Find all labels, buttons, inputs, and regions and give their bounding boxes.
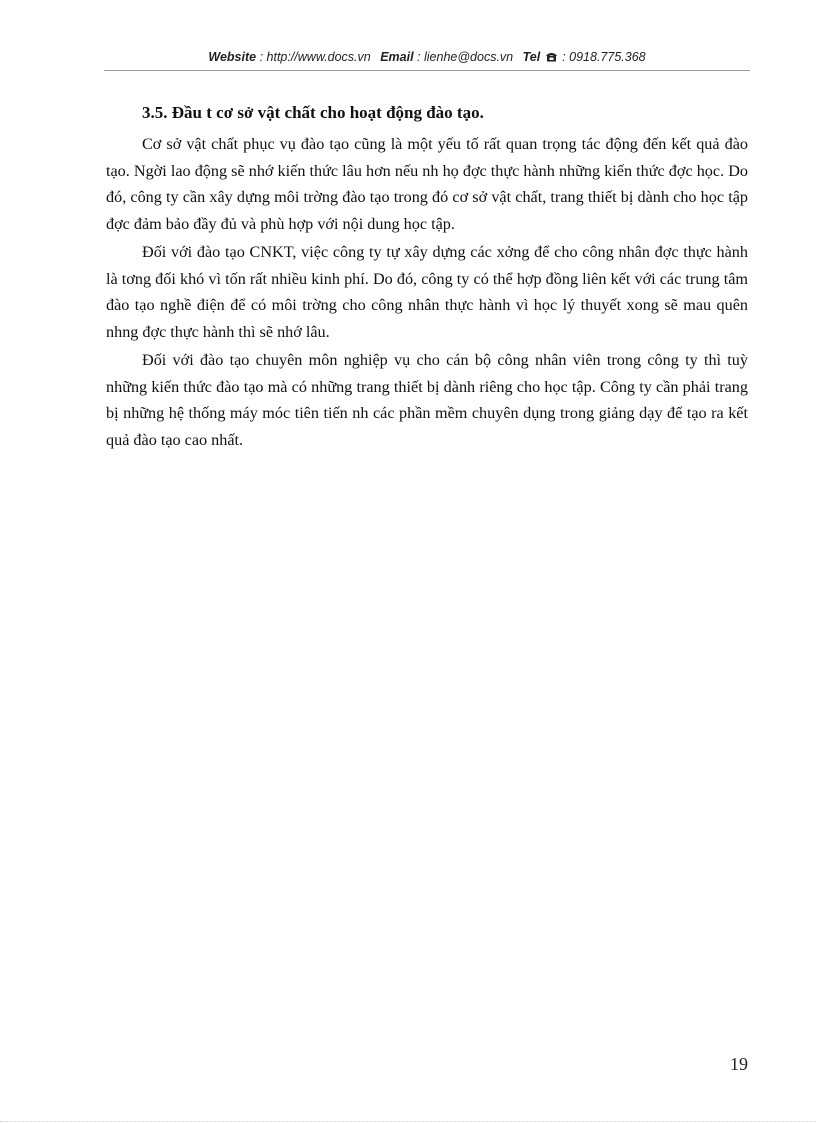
email-separator: : [413, 50, 424, 64]
website-label: Website [208, 50, 257, 64]
page-header [104, 50, 750, 70]
email-label: Email [380, 50, 414, 64]
page-number: 19 [730, 1054, 748, 1074]
paragraph-professional-training: Đối với đào tạo chuyên môn nghiệp vụ cho cán bộ công nhân viên trong công ty thì tuỳ những kiến thức đào tạo mà có những trang thiết bị dành riêng cho học tập. Công ty cần phải trang bị những hệ thống máy móc tiên tiến nh các phần mềm chuyên dụng trong giảng dạy để tạo ra kết quả đào tạo cao nhất. [106, 351, 748, 449]
website-separator: : [256, 50, 267, 64]
section-heading: 3.5. Đầu t cơ sở vật chất cho hoạt động đào tạo. [142, 103, 484, 122]
header-divider [104, 70, 750, 71]
tel-value: 0918.775.368 [569, 50, 646, 64]
website-link[interactable]: http://www.docs.vn [266, 50, 371, 64]
email-link[interactable]: lienhe@docs.vn [424, 50, 514, 64]
document-body [106, 100, 748, 455]
footer-divider [0, 1121, 816, 1122]
tel-label: Tel [522, 50, 541, 64]
tel-separator: : [558, 50, 570, 64]
phone-icon [546, 52, 557, 62]
paragraph-facilities-importance: Cơ sở vật chất phục vụ đào tạo cũng là một yếu tố rất quan trọng tác động đến kết quả đào tạo. Ngời lao động sẽ nhớ kiến thức lâu hơn nếu nh họ đợc thực hành những kiến thức đợc học. Do đó, công ty cần xây dựng môi trờng đào tạo trong đó cơ sở vật chất, trang thiết bị dành cho học tập đợc đảm bảo đầy đủ và phù hợp với nội dung học tập. [106, 135, 748, 233]
paragraph-cnkt-training: Đối với đào tạo CNKT, việc công ty tự xây dựng các xởng để cho công nhân đợc thực hành là tơng đối khó vì tốn rất nhiều kinh phí. Do đó, công ty có thể hợp đồng liên kết với các trung tâm đào tạo nghề điện để có môi trờng cho công nhân thực hành vì học lý thuyết xong sẽ mau quên nhng đợc thực hành thì sẽ nhớ lâu. [106, 243, 748, 341]
